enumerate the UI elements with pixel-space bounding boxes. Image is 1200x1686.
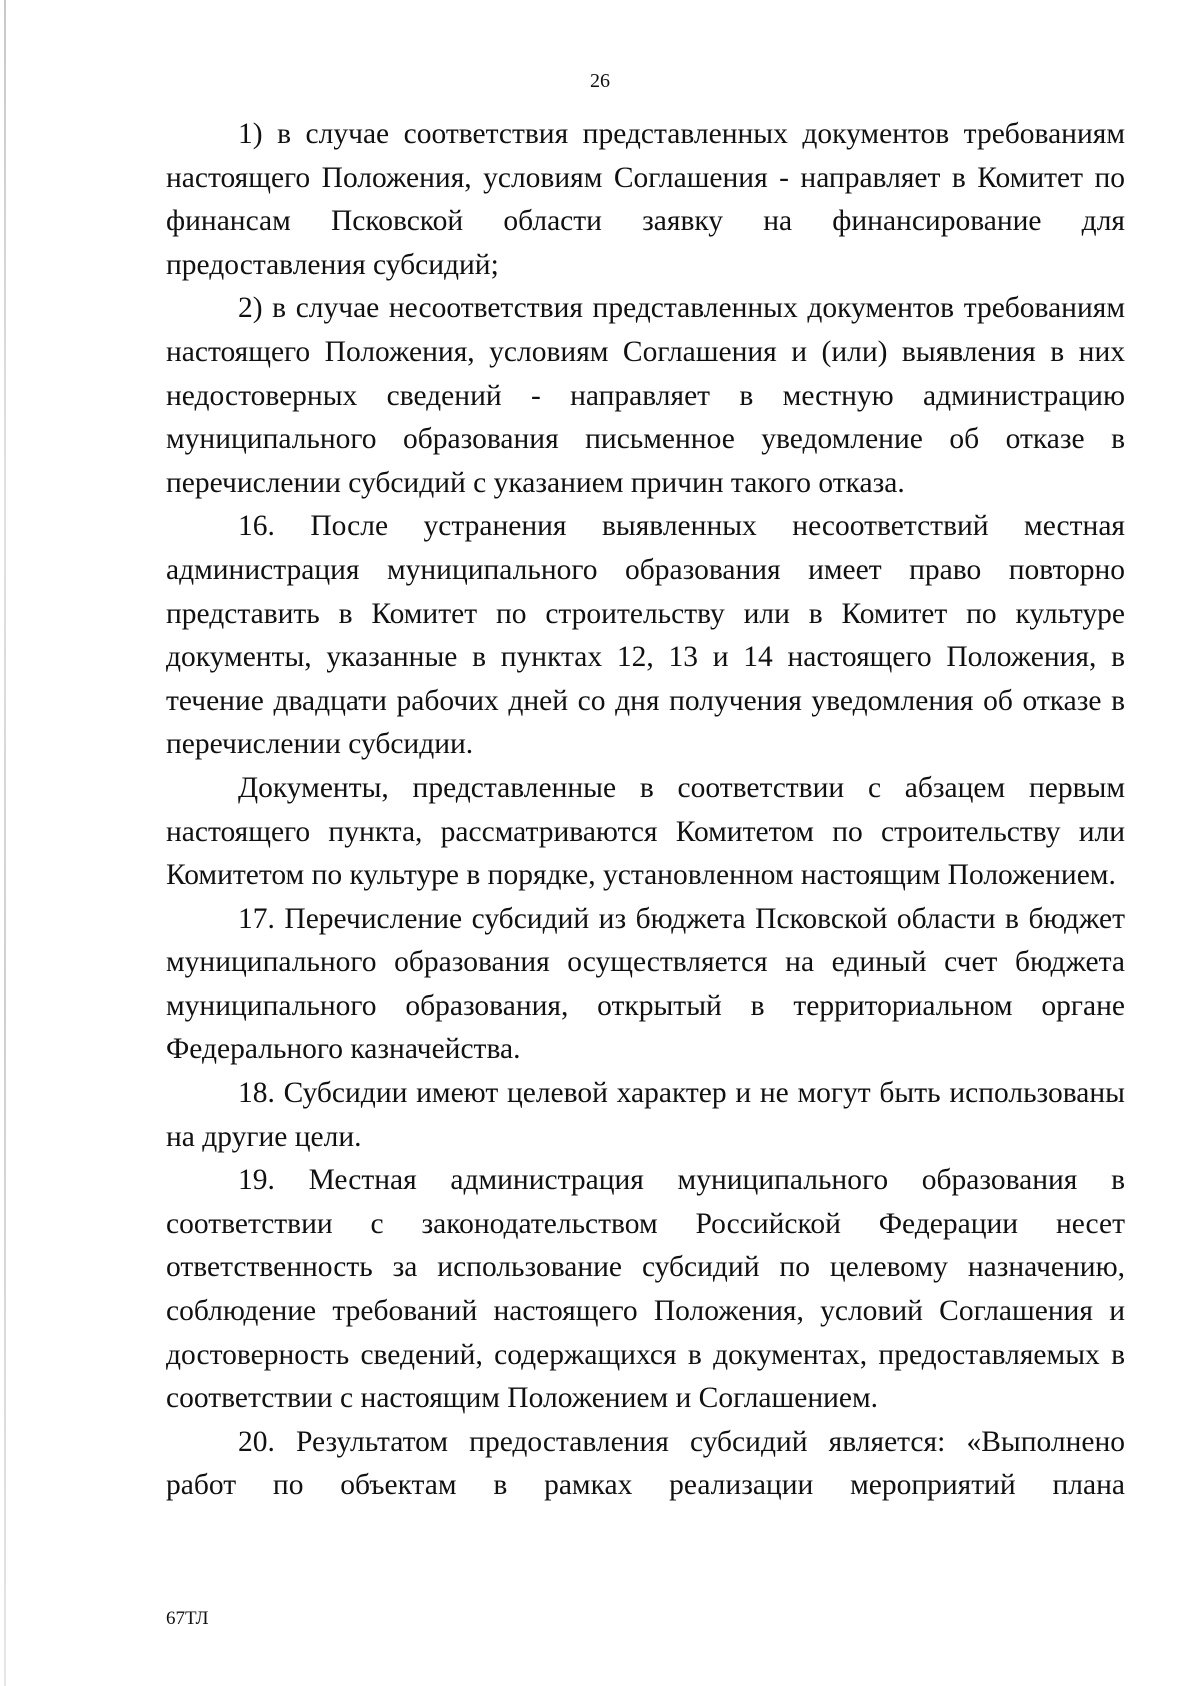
paragraph: 20. Результатом предоставления субсидий является: «Выполнено работ по объектам в рамках реализации мероприятий плана bbox=[166, 1425, 1125, 1502]
paragraph: 16. После устранения выявленных несоответствий местная администрация муниципального образования имеет право повторно представить в Комитет по строительству или в Комитет по культуре документы, указанные в пунктах 12, 13 и 14 настоящего Положения, в течение двадцати рабочих дней со дня получения уведомления об отказе в перечислении субсидии. bbox=[166, 510, 1125, 761]
paragraph: 17. Перечисление субсидий из бюджета Псковской области в бюджет муниципального образования осуществляется на единый счет бюджета муниципального образования, открытый в территориальном органе Федерального казначейства. bbox=[166, 902, 1125, 1066]
page-number: 26 bbox=[590, 70, 610, 92]
paragraph: 18. Субсидии имеют целевой характер и не могут быть использованы на другие цели. bbox=[166, 1077, 1125, 1153]
scan-edge bbox=[4, 0, 6, 1686]
paragraph: 19. Местная администрация муниципального образования в соответствии с законодательством Российской Федерации несет ответственность за использование субсидий по целевому назначению, соблюдение требований настоящего Положения, условий Соглашения и достоверность сведений, содержащихся в документах, предоставляемых в соответствии с настоящим Положением и Соглашением. bbox=[166, 1164, 1125, 1415]
paragraph: Документы, представленные в соответствии с абзацем первым настоящего пункта, рассматриваются Комитетом по строительству или Комитетом по культуре в порядке, установленном настоящим Положением. bbox=[166, 771, 1125, 892]
document-code: 67ТЛ bbox=[166, 1608, 209, 1629]
paragraph: 1) в случае соответствия представленных документов требованиям настоящего Положения, условиям Соглашения - направляет в Комитет по финансам Псковской области заявку на финансирование для предоставления субсидий; bbox=[166, 118, 1125, 281]
paragraph: 2) в случае несоответствия представленных документов требованиям настоящего Положения, условиям Соглашения и (или) выявления в них недостоверных сведений - направляет в местную администрацию муниципального образования письменное уведомление об отказе в перечислении субсидий с указанием причин такого отказа. bbox=[166, 292, 1125, 499]
document-body bbox=[166, 113, 1125, 1508]
